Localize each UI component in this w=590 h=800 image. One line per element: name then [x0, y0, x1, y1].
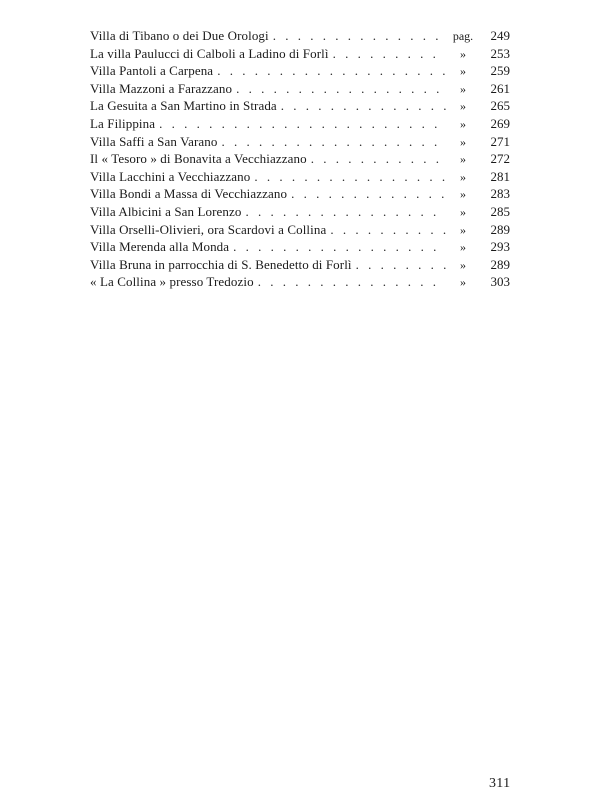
toc-entry	[90, 273, 510, 291]
toc-entry-prefix: »	[460, 187, 466, 202]
toc-entry-page: 261	[490, 80, 510, 96]
toc-entry	[90, 203, 510, 221]
dot-leader	[277, 97, 446, 115]
toc-entry-page: 265	[490, 98, 510, 114]
toc-entry-page: 269	[490, 115, 510, 131]
toc-entry-title: Il « Tesoro » di Bonavita a Vecchiazzano	[90, 151, 307, 167]
toc-entry-page: 303	[490, 274, 510, 290]
dot-leader	[269, 27, 446, 45]
toc-entry-reference	[446, 150, 510, 169]
toc-entry-page: 272	[490, 151, 510, 167]
toc-entry-reference	[446, 97, 510, 116]
toc-entry-title: La Filippina	[90, 115, 156, 131]
toc-entry-reference	[446, 273, 510, 292]
page-number: 311	[489, 776, 511, 791]
toc-entry-prefix: »	[460, 257, 466, 272]
toc-entry-prefix: »	[460, 240, 466, 255]
dot-leader	[250, 168, 446, 186]
toc-entry-reference	[446, 256, 510, 275]
toc-entry-title: La Gesuita a San Martino in Strada	[90, 98, 277, 114]
toc-entry-reference	[446, 238, 510, 257]
dot-leader	[213, 62, 446, 80]
toc-entry-reference	[446, 80, 510, 99]
toc-entry-page: 285	[490, 203, 510, 219]
toc-entry-title: Villa Lacchini a Vecchiazzano	[90, 168, 251, 184]
dot-leader	[287, 185, 446, 203]
toc-entry-page: 281	[490, 168, 510, 184]
dot-leader	[254, 273, 446, 291]
dot-leader	[241, 203, 446, 221]
toc-entry-prefix: »	[460, 275, 466, 290]
dot-leader	[155, 115, 446, 133]
toc-entry-page: 271	[490, 133, 510, 149]
toc-entry-page: 259	[490, 63, 510, 79]
dot-leader	[329, 45, 446, 63]
toc-entry-page: 283	[490, 186, 510, 202]
dot-leader	[229, 238, 446, 256]
toc-entry-prefix: »	[460, 81, 466, 96]
toc-entry-reference	[446, 45, 510, 64]
toc-entry-title: Villa Merenda alla Monda	[90, 239, 230, 255]
toc-entry-page: 293	[490, 239, 510, 255]
toc-entry	[90, 168, 510, 186]
toc-entry-title: La villa Paulucci di Calboli a Ladino di Forlì	[90, 45, 329, 61]
toc-entry	[90, 45, 510, 63]
toc-entry-title: « La Collina » presso Tredozio	[90, 274, 254, 290]
toc-entry-prefix: »	[460, 46, 466, 61]
toc-entry-prefix: »	[460, 204, 466, 219]
toc-entry-prefix: »	[460, 64, 466, 79]
toc-entry-prefix: »	[460, 152, 466, 167]
toc-entry-prefix: »	[460, 169, 466, 184]
toc-entry-reference	[446, 203, 510, 222]
toc-entry	[90, 150, 510, 168]
toc-entry	[90, 62, 510, 80]
toc-entry	[90, 185, 510, 203]
toc-entry-title: Villa Bondi a Massa di Vecchiazzano	[90, 186, 288, 202]
toc-entry-prefix: »	[460, 134, 466, 149]
toc-entry-reference	[446, 168, 510, 187]
toc-entry-page: 249	[490, 28, 510, 43]
toc-entry-page: 289	[490, 221, 510, 237]
dot-leader	[326, 221, 446, 239]
toc-entry-title: Villa di Tibano o dei Due Orologi	[90, 28, 269, 43]
toc-entry-page: 253	[490, 45, 510, 61]
toc-entry-reference	[446, 185, 510, 204]
toc-entry-prefix: pag.	[452, 29, 474, 43]
toc-entry	[90, 27, 510, 45]
toc-entry	[90, 97, 510, 115]
toc-entry	[90, 115, 510, 133]
dot-leader	[218, 133, 447, 151]
dot-leader	[232, 80, 446, 98]
toc-entry-title: Villa Pantoli a Carpena	[90, 63, 214, 79]
toc-entry	[90, 221, 510, 239]
toc-entry-title: Villa Saffi a San Varano	[90, 133, 218, 149]
toc-entry-reference	[446, 62, 510, 81]
toc-entry	[90, 238, 510, 256]
toc-entry-page: 289	[490, 256, 510, 272]
toc-entry	[90, 80, 510, 98]
toc-entry-prefix: »	[460, 222, 466, 237]
toc-entry	[90, 256, 510, 274]
toc-entry-prefix: »	[460, 99, 466, 114]
dot-leader	[307, 150, 446, 168]
toc-entry-title: Villa Albicini a San Lorenzo	[90, 203, 242, 219]
toc-entry-title: Villa Orselli-Olivieri, ora Scardovi a Collina	[90, 221, 327, 237]
table-of-contents	[90, 27, 510, 291]
toc-entry-reference	[446, 27, 510, 46]
toc-entry-title: Villa Bruna in parrocchia di S. Benedetto di Forlì	[90, 256, 352, 272]
toc-entry-reference	[446, 133, 510, 152]
toc-entry-reference	[446, 115, 510, 134]
toc-entry-title: Villa Mazzoni a Farazzano	[90, 80, 233, 96]
toc-entry-reference	[446, 221, 510, 240]
toc-entry-prefix: »	[460, 116, 466, 131]
dot-leader	[352, 256, 446, 274]
toc-entry	[90, 133, 510, 151]
